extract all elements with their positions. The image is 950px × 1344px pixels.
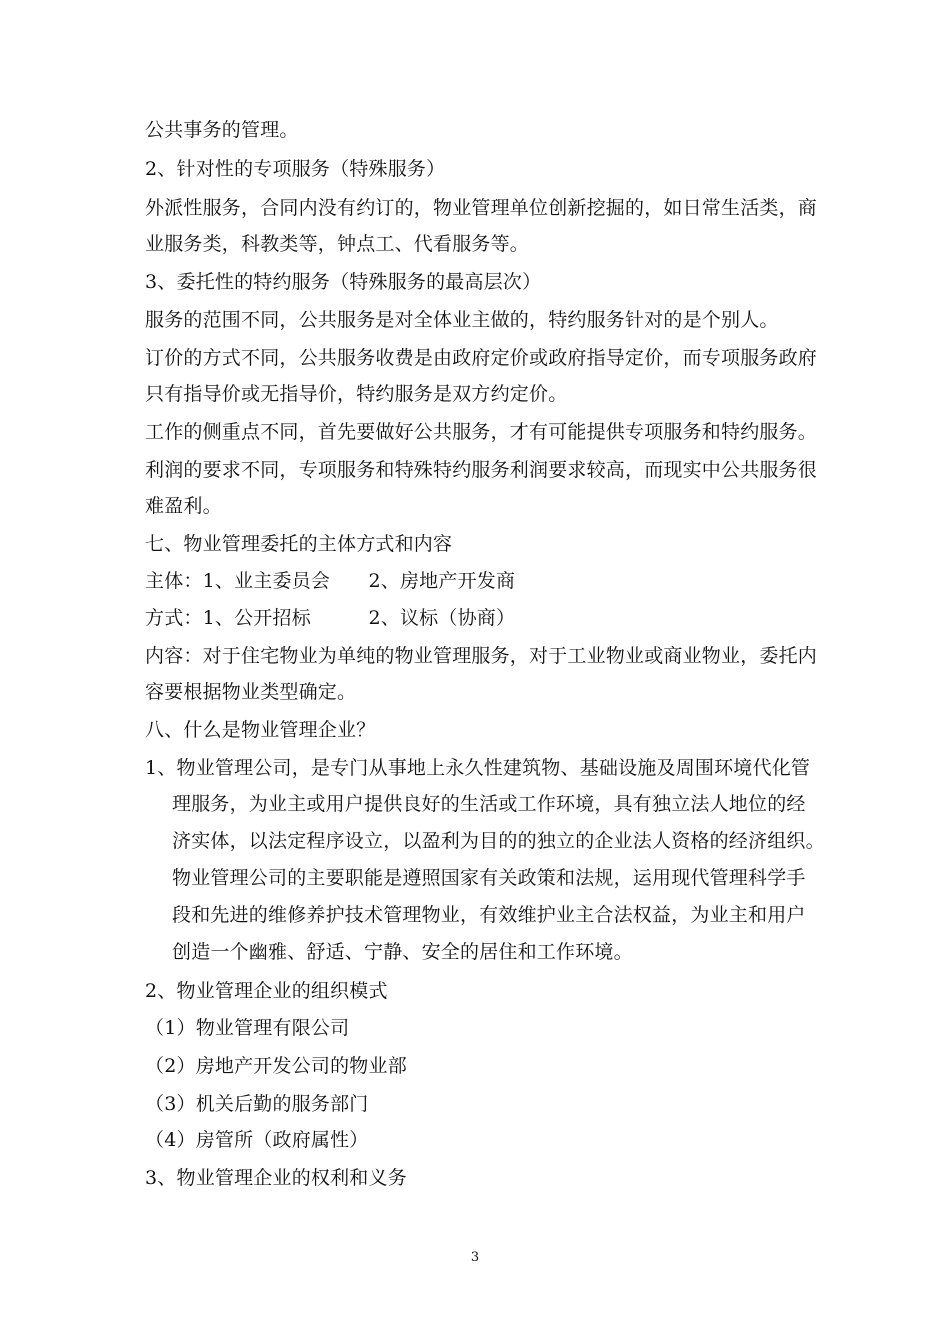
chapter-heading: 八、什么是物业管理企业？: [145, 719, 376, 741]
section-heading: 3、物业管理企业的权利和义务: [145, 1167, 407, 1189]
text-line: 容要根据物业类型确定。: [145, 681, 357, 703]
text-line: 外派性服务，合同内没有约订的，物业管理单位创新挖掘的，如日常生活类，商: [145, 197, 818, 219]
list-item: （1）物业管理有限公司: [145, 1017, 350, 1039]
text-line: 方式：1、公开招标 2、议标（协商）: [145, 607, 516, 629]
section-heading: 2、针对性的专项服务（特殊服务）: [145, 158, 446, 180]
text-line: 业服务类，科教类等，钟点工、代看服务等。: [145, 233, 530, 255]
text-line: 主体：1、业主委员会 2、房地产开发商: [145, 570, 516, 592]
text-line: 利润的要求不同，专项服务和特殊特约服务利润要求较高，而现实中公共服务很: [145, 459, 818, 481]
text-line: 1、物业管理公司，是专门从事地上永久性建筑物、基础设施及周围环境代化管: [145, 757, 811, 779]
text-line: 工作的侧重点不同，首先要做好公共服务，才有可能提供专项服务和特约服务。: [145, 421, 818, 443]
list-item: （3）机关后勤的服务部门: [145, 1093, 369, 1115]
chapter-heading: 七、物业管理委托的主体方式和内容: [145, 533, 453, 555]
text-line: 只有指导价或无指导价，特约服务是双方约定价。: [145, 383, 568, 405]
text-line: 内容：对于住宅物业为单纯的物业管理服务，对于工业物业或商业物业，委托内: [145, 645, 818, 667]
text-line: 订价的方式不同，公共服务收费是由政府定价或政府指导定价，而专项服务政府: [145, 347, 818, 369]
list-item: （2）房地产开发公司的物业部: [145, 1055, 407, 1077]
text-line: 理服务，为业主或用户提供良好的生活或工作环境，具有独立法人地位的经: [172, 793, 806, 815]
page-number: 3: [470, 1250, 480, 1265]
list-item: （4）房管所（政府属性）: [145, 1129, 369, 1151]
text-line: 段和先进的维修养护技术管理物业，有效维护业主合法权益，为业主和用户: [172, 904, 806, 926]
text-line: 服务的范围不同，公共服务是对全体业主做的，特约服务针对的是个别人。: [145, 309, 779, 331]
text-line: 济实体，以法定程序设立，以盈利为目的的独立的企业法人资格的经济组织。: [172, 830, 825, 852]
text-line: 创造一个幽雅、舒适、宁静、安全的居住和工作环境。: [172, 941, 633, 963]
text-line: 公共事务的管理。: [145, 119, 299, 141]
text-line: 物业管理公司的主要职能是遵照国家有关政策和法规，运用现代管理科学手: [172, 867, 806, 889]
text-line: 难盈利。: [145, 495, 222, 517]
section-heading: 2、物业管理企业的组织模式: [145, 980, 388, 1002]
section-heading: 3、委托性的特约服务（特殊服务的最高层次）: [145, 271, 542, 293]
